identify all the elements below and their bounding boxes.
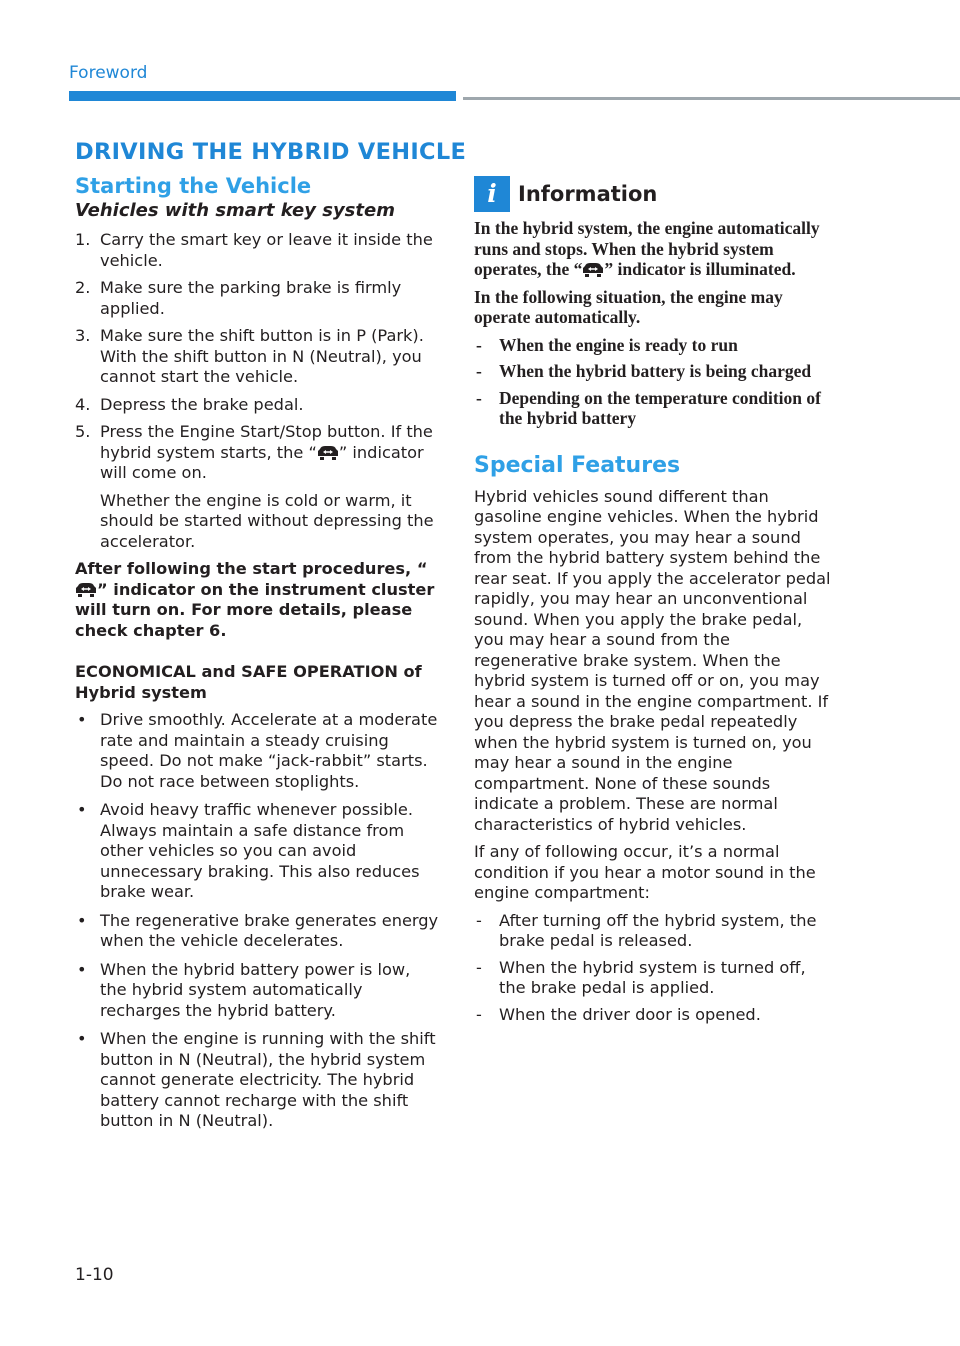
list-item-text: When the hybrid system is turned off, the brake pedal is applied. [499,957,806,997]
subheading-starting: Starting the Vehicle [75,174,312,198]
bullet-icon: • [77,910,87,930]
list-item [75,1029,441,1132]
step5-note: Whether the engine is cold or warm, it should be started without depressing the accelerator. [100,490,434,551]
list-item-text: When the engine is running with the shift button in N (Neutral), the hybrid system cannot generate electricity. The hybrid battery cannot recharge with the shift button in N (Neutral). [100,1029,436,1130]
step-number: 1. [75,230,91,249]
information-icon: i [474,176,510,212]
after-start-text-end: ” indicator on the instrument cluster will turn on. For more details, please check chapter 6. [75,579,435,640]
step-text: Carry the smart key or leave it inside the vehicle. [100,230,433,270]
step-number: 3. [75,326,91,345]
special-features-paragraph: If any of following occur, it’s a normal condition if you hear a motor sound in the engine compartment: [474,842,816,902]
dash-icon: - [476,957,482,977]
step-number: 2. [75,278,91,297]
list-item-text: When the driver door is opened. [499,1004,761,1024]
bullet-icon: • [77,800,87,819]
list-item [75,710,441,792]
information-label: Information [518,181,658,206]
dash-icon: - [476,910,482,930]
list-item-text: When the hybrid battery power is low, the hybrid system automatically recharges the hybrid battery. [100,959,411,1020]
hybrid-ready-car-icon [317,445,339,461]
list-item [474,361,834,382]
information-text: In the hybrid system, the engine automatically runs and stops. When the hybrid system operates, the “ [474,218,820,279]
eco-heading: ECONOMICAL and SAFE OPERATION of Hybrid system [75,662,422,702]
list-item [75,960,441,1022]
list-item-text: Depending on the temperature condition of the hybrid battery [499,387,821,428]
hybrid-ready-car-icon [582,262,604,278]
information-paragraph [474,218,834,280]
header-rule-accent [69,91,456,101]
bullet-icon: • [77,710,87,729]
subheading-special-features: Special Features [474,452,681,478]
information-paragraph: In the following situation, the engine may operate automatically. [474,286,783,327]
step-text: Press the Engine Start/Stop button. If the hybrid system starts, the “ [100,422,433,462]
list-item-text: Drive smoothly. Accelerate at a moderate rate and maintain a steady cruising speed. Do not make “jack-rabbit” starts. Do not race between stoplights. [100,710,438,791]
after-start-text: After following the start procedures, “ [75,559,428,578]
list-item-text: After turning off the hybrid system, the brake pedal is released. [499,910,817,950]
dash-icon: - [476,334,482,355]
special-features-paragraph: Hybrid vehicles sound different than gasoline engine vehicles. When the hybrid system operates, you may hear a sound from the hybrid battery system behind the rear seat. If you apply the accelerator pedal rapidly, you may hear an unconventional sound. When you apply the brake pedal, you may hear a sound from the regenerative brake system. When the hybrid system is turned off or on, you may hear a sound in the engine compartment. If you depress the brake pedal repeatedly when the hybrid system is turned on, you may hear a sound in the engine compartment. None of these sounds indicate a problem. These are normal characteristics of hybrid vehicles. [474,486,831,834]
after-start-note [75,559,441,641]
step-text: Make sure the shift button is in P (Park). With the shift button in N (Neutral), you cannot start the vehicle. [100,326,424,386]
section-title: DRIVING THE HYBRID VEHICLE [75,139,467,165]
list-item-text: Avoid heavy traffic whenever possible. Always maintain a safe distance from other vehicles so you can avoid unnecessary braking. This also reduces brake wear. [100,800,420,901]
step-text: Make sure the parking brake is firmly applied. [100,278,402,318]
step-item [75,326,441,388]
step-text-end: ” indicator will come on. [100,442,424,482]
subheading-smart-key: Vehicles with smart key system [75,200,395,221]
step-item [75,230,441,271]
bullet-icon: • [77,959,87,979]
list-item-text: When the engine is ready to run [499,334,738,355]
step-number: 4. [75,394,91,414]
bullet-icon: • [77,1029,87,1048]
step-item [75,422,441,484]
list-item [474,335,834,356]
list-item-text: When the hybrid battery is being charged [499,361,812,381]
step-item [75,395,441,416]
step-text: Depress the brake pedal. [100,394,304,414]
list-item [75,911,441,952]
dash-icon: - [476,387,482,408]
information-box-header [474,172,834,216]
list-item [474,958,834,999]
step-number: 5. [75,422,91,441]
dash-icon: - [476,361,482,381]
header-section-title: Foreword [69,63,148,83]
hybrid-ready-car-icon [75,582,97,598]
page-number: 1-10 [75,1265,114,1285]
right-column [474,172,834,1031]
information-text-end: ” indicator is illuminated. [604,259,796,279]
list-item [474,1005,834,1026]
dash-icon: - [476,1004,482,1024]
list-item-text: The regenerative brake generates energy when the vehicle decelerates. [100,910,439,950]
list-item [75,800,441,903]
header-rule-gray [463,97,960,100]
list-item [474,388,834,429]
list-item [474,911,834,952]
step-item [75,278,441,319]
left-column [75,173,441,1140]
information-body [474,218,834,429]
